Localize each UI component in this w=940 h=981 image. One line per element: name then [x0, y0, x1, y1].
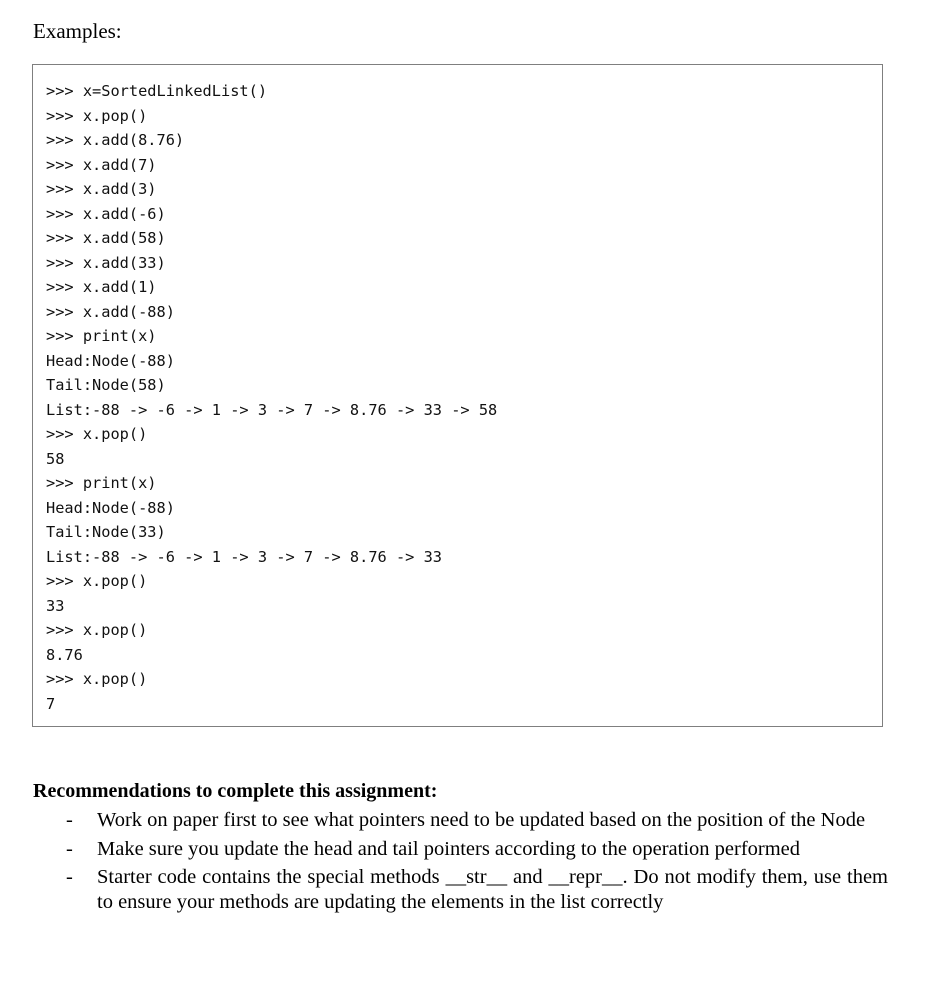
code-line: List:-88 -> -6 -> 1 -> 3 -> 7 -> 8.76 -> 33 [46, 547, 443, 566]
code-line: >>> x.pop() [46, 621, 148, 639]
code-line: Tail:Node(58) [46, 376, 166, 394]
recommendation-text: Starter code contains the special methods __str__ and __repr__. Do not modify them, use them to ensure your methods are updating the elements in the list correctly [97, 866, 888, 913]
dash-bullet: - [66, 837, 73, 860]
recommendation-text: Make sure you update the head and tail pointers according to the operation performed [97, 837, 801, 860]
code-line: 7 [46, 694, 56, 713]
examples-heading: Examples: [33, 19, 122, 43]
code-line: >>> x.add(3) [46, 180, 157, 198]
list-item [66, 865, 888, 914]
dash-bullet: - [66, 866, 73, 888]
code-line: >>> x.add(-6) [46, 204, 166, 223]
code-line: Head:Node(-88) [46, 498, 175, 517]
recommendation-text: Work on paper first to see what pointers need to be updated based on the position of the Node [97, 809, 866, 831]
code-line: Tail:Node(33) [46, 523, 166, 541]
code-line: >>> x.add(7) [46, 155, 157, 174]
list-item [66, 808, 888, 833]
code-line: >>> x.add(33) [46, 253, 166, 272]
code-line: 33 [46, 596, 65, 615]
code-line: Head:Node(-88) [46, 351, 175, 370]
code-example-box [32, 64, 883, 727]
list-item [66, 837, 888, 862]
code-line: >>> x.pop() [46, 572, 148, 590]
code-line: List:-88 -> -6 -> 1 -> 3 -> 7 -> 8.76 -> 33 -> 58 [46, 400, 498, 419]
dash-bullet: - [66, 809, 73, 831]
recommendations-title: Recommendations to complete this assignment: [33, 780, 438, 802]
recommendations-list [66, 808, 888, 918]
code-line: >>> print(x) [46, 474, 157, 492]
code-line: >>> x.add(1) [46, 278, 157, 296]
code-line: 58 [46, 449, 65, 468]
code-line: >>> x.pop() [46, 670, 148, 688]
code-line: >>> x.add(8.76) [46, 131, 185, 149]
code-line: >>> x.add(58) [46, 229, 166, 247]
code-line: 8.76 [46, 645, 83, 664]
code-line: >>> print(x) [46, 327, 157, 345]
code-line: >>> x.add(-88) [46, 302, 175, 321]
code-line: >>> x.pop() [46, 425, 148, 443]
code-line: >>> x.pop() [46, 106, 148, 125]
code-line: >>> x=SortedLinkedList() [46, 82, 268, 100]
